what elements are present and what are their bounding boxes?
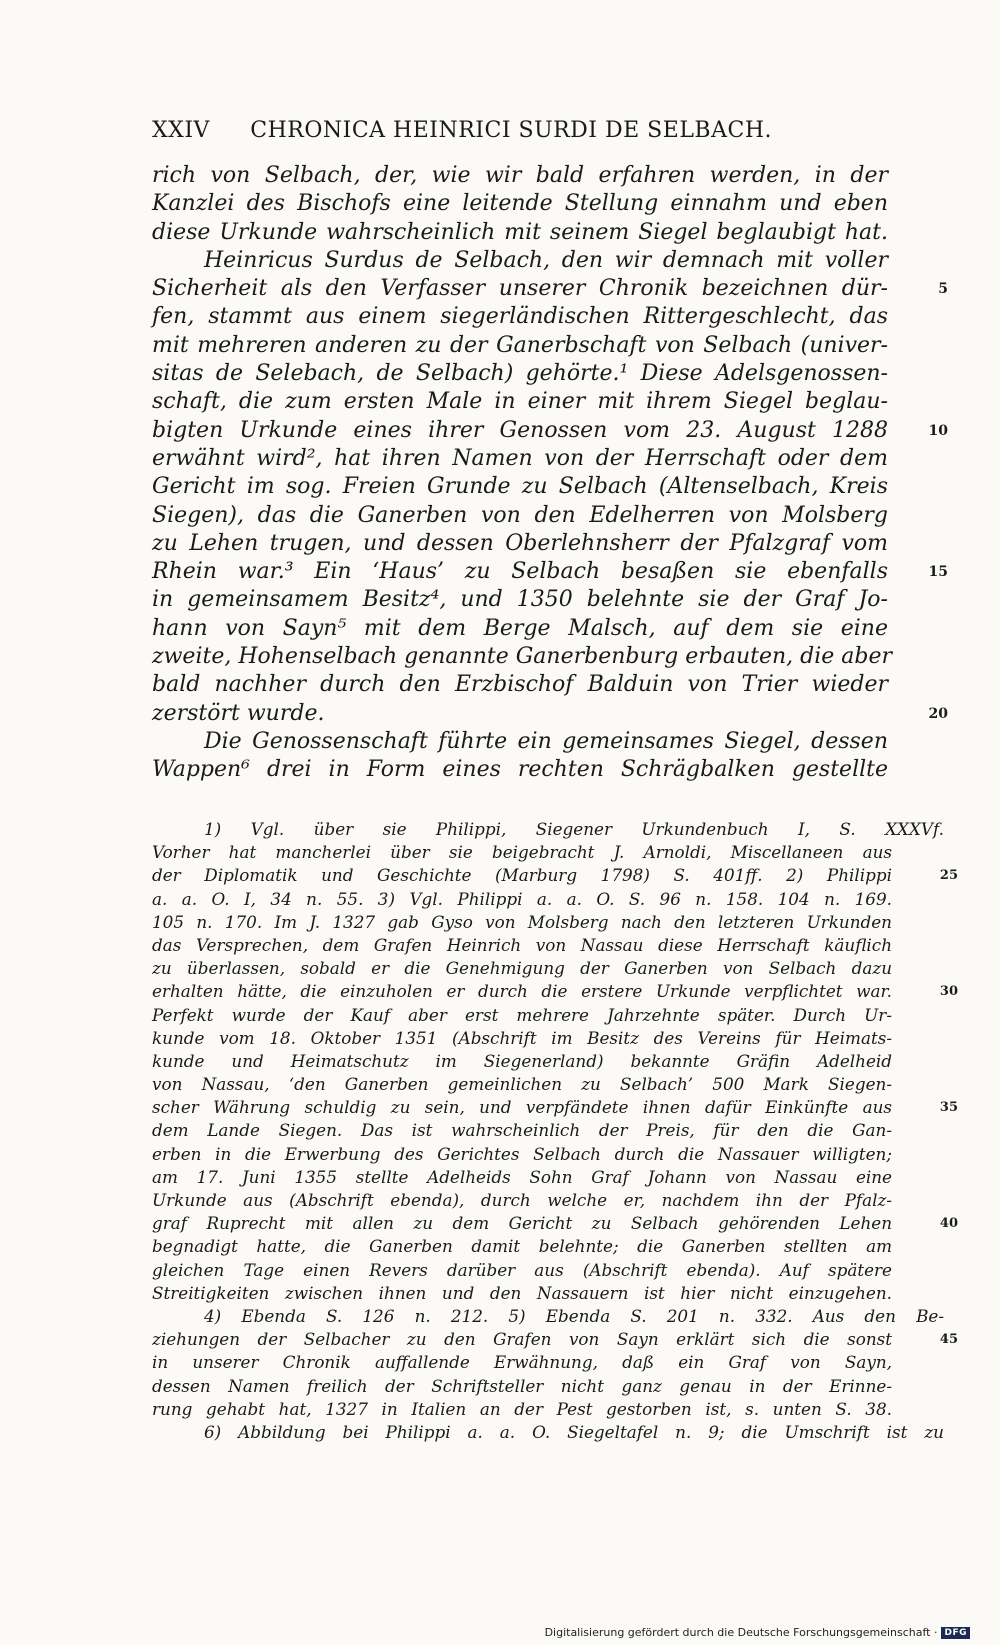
note-line-text: 6) Abbildung bei Philippi a. a. O. Siegeltafel n. 9; die Umschrift ist zu xyxy=(204,1421,944,1442)
note-line-text: dem Lande Siegen. Das ist wahrscheinlich der Preis, für den die Gan- xyxy=(152,1120,892,1141)
note-line xyxy=(152,1096,958,1119)
running-title: CHRONICA HEINRICI SURDI DE SELBACH. xyxy=(250,118,772,143)
body-line xyxy=(152,671,888,699)
body-line-text: hann von Sayn⁵ mit dem Berge Malsch, auf dem sie eine xyxy=(152,615,888,641)
body-line xyxy=(152,247,888,275)
body-line-text: bigten Urkunde eines ihrer Genossen vom 23. August 1288 xyxy=(152,417,888,443)
note-line-text: erhalten hätte, die einzuholen er durch die erstere Urkunde verpflichtet war. xyxy=(152,981,892,1002)
body-line xyxy=(152,219,888,247)
body-line-text: Wappen⁶ drei in Form eines rechten Schrägbalken gestellte xyxy=(152,757,888,783)
body-line-text: Gericht im sog. Freien Grunde zu Selbach (Altenselbach, Kreis xyxy=(152,474,888,500)
note-line xyxy=(152,1351,892,1374)
body-line xyxy=(152,473,888,501)
line-number: 5 xyxy=(938,281,948,298)
note-line xyxy=(152,864,958,887)
note-line-text: Vorher hat mancherlei über sie beigebracht J. Arnoldi, Miscellaneen aus xyxy=(152,842,892,863)
page-header xyxy=(152,118,772,143)
body-line-text: bald nachher durch den Erzbischof Balduin von Trier wieder xyxy=(152,672,888,698)
body-line-text: schaft, die zum ersten Male in einer mit ihrem Siegel beglau- xyxy=(152,389,888,415)
body-line xyxy=(152,728,888,756)
note-line-text: 4) Ebenda S. 126 n. 212. 5) Ebenda S. 201 n. 332. Aus den Be- xyxy=(204,1305,944,1326)
note-line-text: gleichen Tage einen Revers darüber aus (Abschrift ebenda). Auf spätere xyxy=(152,1259,892,1280)
note-line-text: scher Währung schuldig zu sein, und verpfändete ihnen dafür Einkünfte aus xyxy=(152,1097,892,1118)
body-line xyxy=(152,360,888,388)
note-line xyxy=(152,818,944,841)
body-line xyxy=(152,275,948,303)
body-line-text: sitas de Selebach, de Selbach) gehörte.¹ Diese Adelsgenossen- xyxy=(152,361,888,387)
body-line-text: diese Urkunde wahrscheinlich mit seinem Siegel beglaubigt hat. xyxy=(152,219,888,245)
body-line xyxy=(152,615,888,643)
line-number: 45 xyxy=(939,1332,958,1348)
note-line-text: zu überlassen, sobald er die Genehmigung der Ganerben von Selbach dazu xyxy=(152,958,892,979)
note-line-text: a. a. O. I, 34 n. 55. 3) Vgl. Philippi a. a. O. S. 96 n. 158. 104 n. 169. xyxy=(152,888,892,909)
digitization-credit xyxy=(545,1626,970,1639)
note-line-text: 1) Vgl. über sie Philippi, Siegener Urkundenbuch I, S. XXXVf. xyxy=(204,819,944,839)
line-number: 25 xyxy=(939,868,958,884)
body-line-text: zweite, Hohenselbach genannte Ganerbenburg erbauten, die aber xyxy=(152,644,893,670)
dfg-logo: DFG xyxy=(941,1627,970,1639)
note-line xyxy=(152,934,892,957)
body-line-text: rich von Selbach, der, wie wir bald erfahren werden, in der xyxy=(152,163,888,188)
note-line xyxy=(152,1166,892,1189)
note-line-text: ziehungen der Selbacher zu den Grafen von Sayn erklärt sich die sonst xyxy=(152,1329,892,1350)
body-line-text: zu Lehen trugen, und dessen Oberlehnsherr der Pfalzgraf vom xyxy=(152,530,888,556)
note-line-text: rung gehabt hat, 1327 in Italien an der Pest gestorben ist, s. unten S. 38. xyxy=(152,1398,892,1419)
line-number: 40 xyxy=(939,1216,958,1232)
note-line xyxy=(152,1073,892,1096)
body-line xyxy=(152,586,888,614)
note-line xyxy=(152,1398,892,1421)
body-line-text: Heinricus Surdus de Selbach, den wir demnach mit voller xyxy=(204,247,888,273)
note-line-text: am 17. Juni 1355 stellte Adelheids Sohn Graf Johann von Nassau eine xyxy=(152,1166,892,1187)
body-line-text: fen, stammt aus einem siegerländischen Rittergeschlecht, das xyxy=(152,304,888,330)
note-line-text: von Nassau, ‘den Ganerben gemeinlichen zu Selbach’ 500 Mark Siegen- xyxy=(152,1074,892,1095)
note-line xyxy=(152,1189,892,1212)
body-line xyxy=(152,303,888,331)
note-line xyxy=(152,888,892,911)
body-line xyxy=(152,445,888,473)
main-text xyxy=(152,162,948,785)
note-line xyxy=(152,1375,892,1398)
body-line-text: Rhein war.³ Ein ‘Haus’ zu Selbach besaßen sie ebenfalls xyxy=(152,559,888,585)
note-line-text: der Diplomatik und Geschichte (Marburg 1798) S. 401ff. 2) Philippi xyxy=(152,865,892,886)
body-line-text: erwähnt wird², hat ihren Namen von der Herrschaft oder dem xyxy=(152,445,888,471)
body-line xyxy=(152,643,893,671)
body-line-text: Siegen), das die Ganerben von den Edelherren von Molsberg xyxy=(152,502,888,528)
note-line xyxy=(152,1259,892,1282)
line-number: 10 xyxy=(928,422,948,439)
page-number: XXIV xyxy=(152,118,210,143)
note-line-text: das Versprechen, dem Grafen Heinrich von Nassau diese Herrschaft käuflich xyxy=(152,934,892,955)
note-line xyxy=(152,1305,944,1328)
note-line xyxy=(152,1119,892,1142)
credit-text: Digitalisierung gefördert durch die Deutsche Forschungsgemeinschaft · xyxy=(544,1626,938,1639)
note-line xyxy=(152,957,892,980)
body-line-text: mit mehreren anderen zu der Ganerbschaft von Selbach (univer- xyxy=(152,332,888,358)
note-line-text: kunde vom 18. Oktober 1351 (Abschrift im Besitz des Vereins für Heimats- xyxy=(152,1027,892,1048)
body-line xyxy=(152,558,948,586)
note-line xyxy=(152,1212,958,1235)
note-line-text: Urkunde aus (Abschrift ebenda), durch welche er, nachdem ihn der Pfalz- xyxy=(152,1190,892,1210)
line-number: 35 xyxy=(939,1100,958,1116)
body-line xyxy=(152,162,888,190)
body-line xyxy=(152,388,888,416)
note-line-text: Perfekt wurde der Kauf aber erst mehrere Jahrzehnte später. Durch Ur- xyxy=(152,1004,892,1025)
body-line-text: in gemeinsamem Besitz⁴, und 1350 belehnte sie der Graf Jo- xyxy=(152,587,888,613)
note-line-text: 105 n. 170. Im J. 1327 gab Gyso von Molsberg nach den letzteren Urkunden xyxy=(152,911,892,932)
body-line xyxy=(152,756,888,784)
body-line xyxy=(152,417,948,445)
body-line xyxy=(152,700,948,728)
note-line xyxy=(152,1421,944,1444)
body-line-text: Kanzlei des Bischofs eine leitende Stellung einnahm und eben xyxy=(152,191,888,217)
line-number: 30 xyxy=(939,984,958,1000)
body-line-text: zerstört wurde. xyxy=(152,700,325,726)
body-line-text: Sicherheit als den Verfasser unserer Chronik bezeichnen dür- xyxy=(152,276,888,302)
body-line-text: Die Genossenschaft führte ein gemeinsames Siegel, dessen xyxy=(204,728,888,754)
note-line-text: kunde und Heimatschutz im Siegenerland) bekannte Gräfin Adelheid xyxy=(152,1050,892,1071)
line-number: 20 xyxy=(928,705,948,722)
note-line-text: in unserer Chronik auffallende Erwähnung, daß ein Graf von Sayn, xyxy=(152,1352,892,1373)
note-line xyxy=(152,1282,892,1305)
note-line xyxy=(152,1328,958,1351)
note-line xyxy=(152,1004,892,1027)
note-line-text: erben in die Erwerbung des Gerichtes Selbach durch die Nassauer willigten; xyxy=(152,1143,892,1164)
line-number: 15 xyxy=(928,564,948,581)
body-line xyxy=(152,502,888,530)
body-line xyxy=(152,332,888,360)
note-line-text: dessen Namen freilich der Schriftsteller nicht ganz genau in der Erinne- xyxy=(152,1375,892,1396)
note-line-text: graf Ruprecht mit allen zu dem Gericht zu Selbach gehörenden Lehen xyxy=(152,1213,892,1234)
note-line xyxy=(152,911,892,934)
note-line xyxy=(152,1143,892,1166)
note-line xyxy=(152,841,892,864)
body-line xyxy=(152,190,888,218)
note-line-text: begnadigt hatte, die Ganerben damit belehnte; die Ganerben stellten am xyxy=(152,1236,892,1257)
note-line-text: Streitigkeiten zwischen ihnen und den Nassauern ist hier nicht einzugehen. xyxy=(152,1282,892,1303)
note-line xyxy=(152,1027,892,1050)
body-line xyxy=(152,530,888,558)
note-line xyxy=(152,980,958,1003)
note-line xyxy=(152,1050,892,1073)
footnotes xyxy=(152,818,958,1444)
note-line xyxy=(152,1235,892,1258)
